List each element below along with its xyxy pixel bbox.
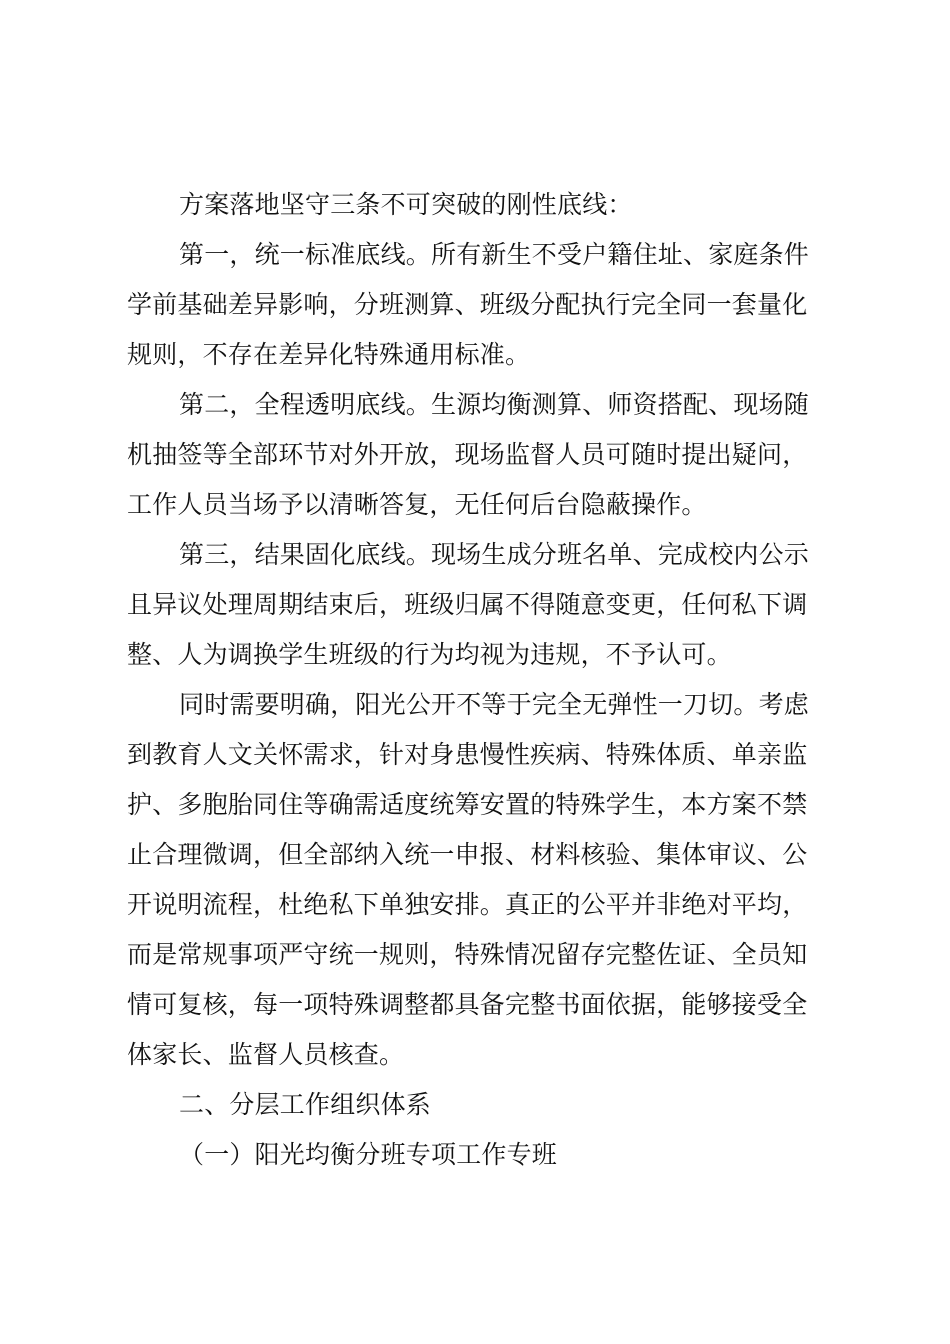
flexibility-line-3: 护、多胞胎同住等确需适度统筹安置的特殊学生，本方案不禁 [127, 790, 808, 819]
rule-one-line-2: 学前基础差异影响，分班测算、班级分配执行完全同一套量化 [127, 290, 808, 319]
flexibility-line-1: 同时需要明确，阳光公开不等于完全无弹性一刀切。考虑 [179, 690, 810, 719]
rule-one-line-1: 第一，统一标准底线。所有新生不受户籍住址、家庭条件 [179, 240, 810, 269]
rule-three-line-1: 第三，结果固化底线。现场生成分班名单、完成校内公示 [179, 540, 810, 569]
subsection-heading: （一）阳光均衡分班专项工作专班 [179, 1140, 558, 1169]
flexibility-line-4: 止合理微调，但全部纳入统一申报、材料核验、集体审议、公 [127, 840, 808, 869]
intro-line: 方案落地坚守三条不可突破的刚性底线： [179, 190, 633, 219]
flexibility-line-6: 而是常规事项严守统一规则，特殊情况留存完整佐证、全员知 [127, 940, 808, 969]
flexibility-line-2: 到教育人文关怀需求，针对身患慢性疾病、特殊体质、单亲监 [127, 740, 808, 769]
rule-three-line-2: 且异议处理周期结束后，班级归属不得随意变更，任何私下调 [127, 590, 808, 619]
section-heading: 二、分层工作组织体系 [179, 1090, 432, 1119]
rule-two-line-1: 第二，全程透明底线。生源均衡测算、师资搭配、现场随 [179, 390, 810, 419]
flexibility-line-5: 开说明流程，杜绝私下单独安排。真正的公平并非绝对平均， [127, 890, 808, 919]
rule-two-line-2: 机抽签等全部环节对外开放，现场监督人员可随时提出疑问， [127, 440, 808, 469]
flexibility-line-7: 情可复核，每一项特殊调整都具备完整书面依据，能够接受全 [127, 990, 808, 1019]
rule-one-line-3: 规则，不存在差异化特殊通用标准。 [127, 340, 531, 369]
rule-two-line-3: 工作人员当场予以清晰答复，无任何后台隐蔽操作。 [127, 490, 707, 519]
document-body [127, 180, 833, 1180]
rule-three-line-3: 整、人为调换学生班级的行为均视为违规，不予认可。 [127, 640, 732, 669]
flexibility-line-8: 体家长、监督人员核查。 [127, 1040, 405, 1069]
